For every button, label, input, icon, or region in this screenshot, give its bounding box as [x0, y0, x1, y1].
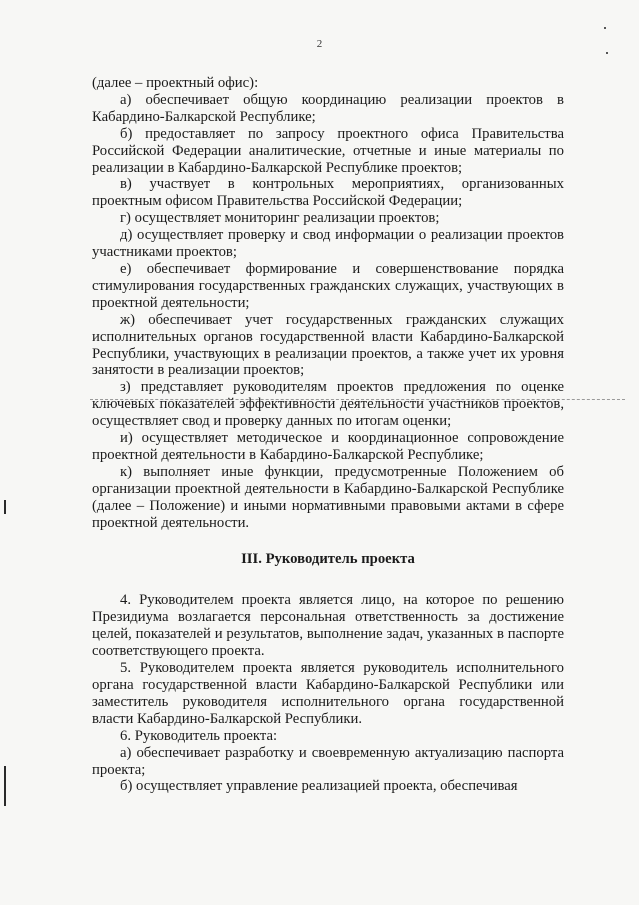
- scan-edge-mark: [4, 500, 6, 514]
- scan-edge-mark: [4, 766, 6, 806]
- scan-speck: [606, 52, 608, 54]
- list-item-z: з) представляет руководителям проектов предложения по оценке ключевых показателей эффективности деятельности участников проектов, осуществляет свод и проверку данных по итогам оценки;: [92, 379, 564, 430]
- page-number: 2: [316, 38, 323, 50]
- list-item-b: б) предоставляет по запросу проектного офиса Правительства Российской Федерации аналитические, отчетные и иные материалы по реализации в Кабардино-Балкарской Республике проектов;: [92, 125, 564, 176]
- list-item-zh: ж) обеспечивает учет государственных гражданских служащих исполнительных органов государственной власти Кабардино-Балкарской Республики, участвующих в реализации проектов, а также учет их уровня занятости в реализации проектов;: [92, 311, 564, 379]
- list-item-6a: а) обеспечивает разработку и своевременную актуализацию паспорта проекта;: [92, 744, 564, 778]
- document-body: [92, 75, 564, 795]
- paragraph-5: 5. Руководителем проекта является руководитель исполнительного органа государственной власти Кабардино-Балкарской Республики или заместитель руководителя исполнительного органа государственной власти Кабардино-Балкарской Республики.: [92, 660, 564, 727]
- list-item-i: и) осуществляет методическое и координационное сопровождение проектной деятельности в Кабардино-Балкарской Республике;: [92, 430, 564, 463]
- list-item-k: к) выполняет иные функции, предусмотренные Положением об организации проектной деятельности в Кабардино-Балкарской Республике (далее – Положение) и иными нормативными правовыми актами в сфере проектной деятельности.: [92, 463, 564, 531]
- list-item-v: в) участвует в контрольных мероприятиях, организованных проектным офисом Правительства Российской Федерации;: [92, 176, 564, 210]
- list-item-d: д) осуществляет проверку и свод информации о реализации проектов участниками проектов;: [92, 227, 564, 261]
- paragraph: (далее – проектный офис):: [92, 75, 259, 91]
- section-heading: III. Руководитель проекта: [241, 551, 415, 568]
- list-item-a: а) обеспечивает общую координацию реализации проектов в Кабардино-Балкарской Республике;: [92, 91, 564, 125]
- scan-speck: [604, 27, 606, 29]
- list-item-g: г) осуществляет мониторинг реализации проектов;: [120, 210, 440, 227]
- list-item-e: е) обеспечивает формирование и совершенствование порядка стимулирования государственных гражданских служащих, участвующих в проектной деятельности;: [92, 260, 564, 311]
- list-item-6b: б) осуществляет управление реализацией проекта, обеспечивая: [120, 778, 518, 795]
- paragraph-4: 4. Руководителем проекта является лицо, на которое по решению Президиума возлагается персональная ответственность за достижение целей, показателей и результатов, выполнение задач, указанных в паспорте соответствующего проекта.: [92, 592, 564, 660]
- paragraph-6: 6. Руководитель проекта:: [120, 727, 278, 744]
